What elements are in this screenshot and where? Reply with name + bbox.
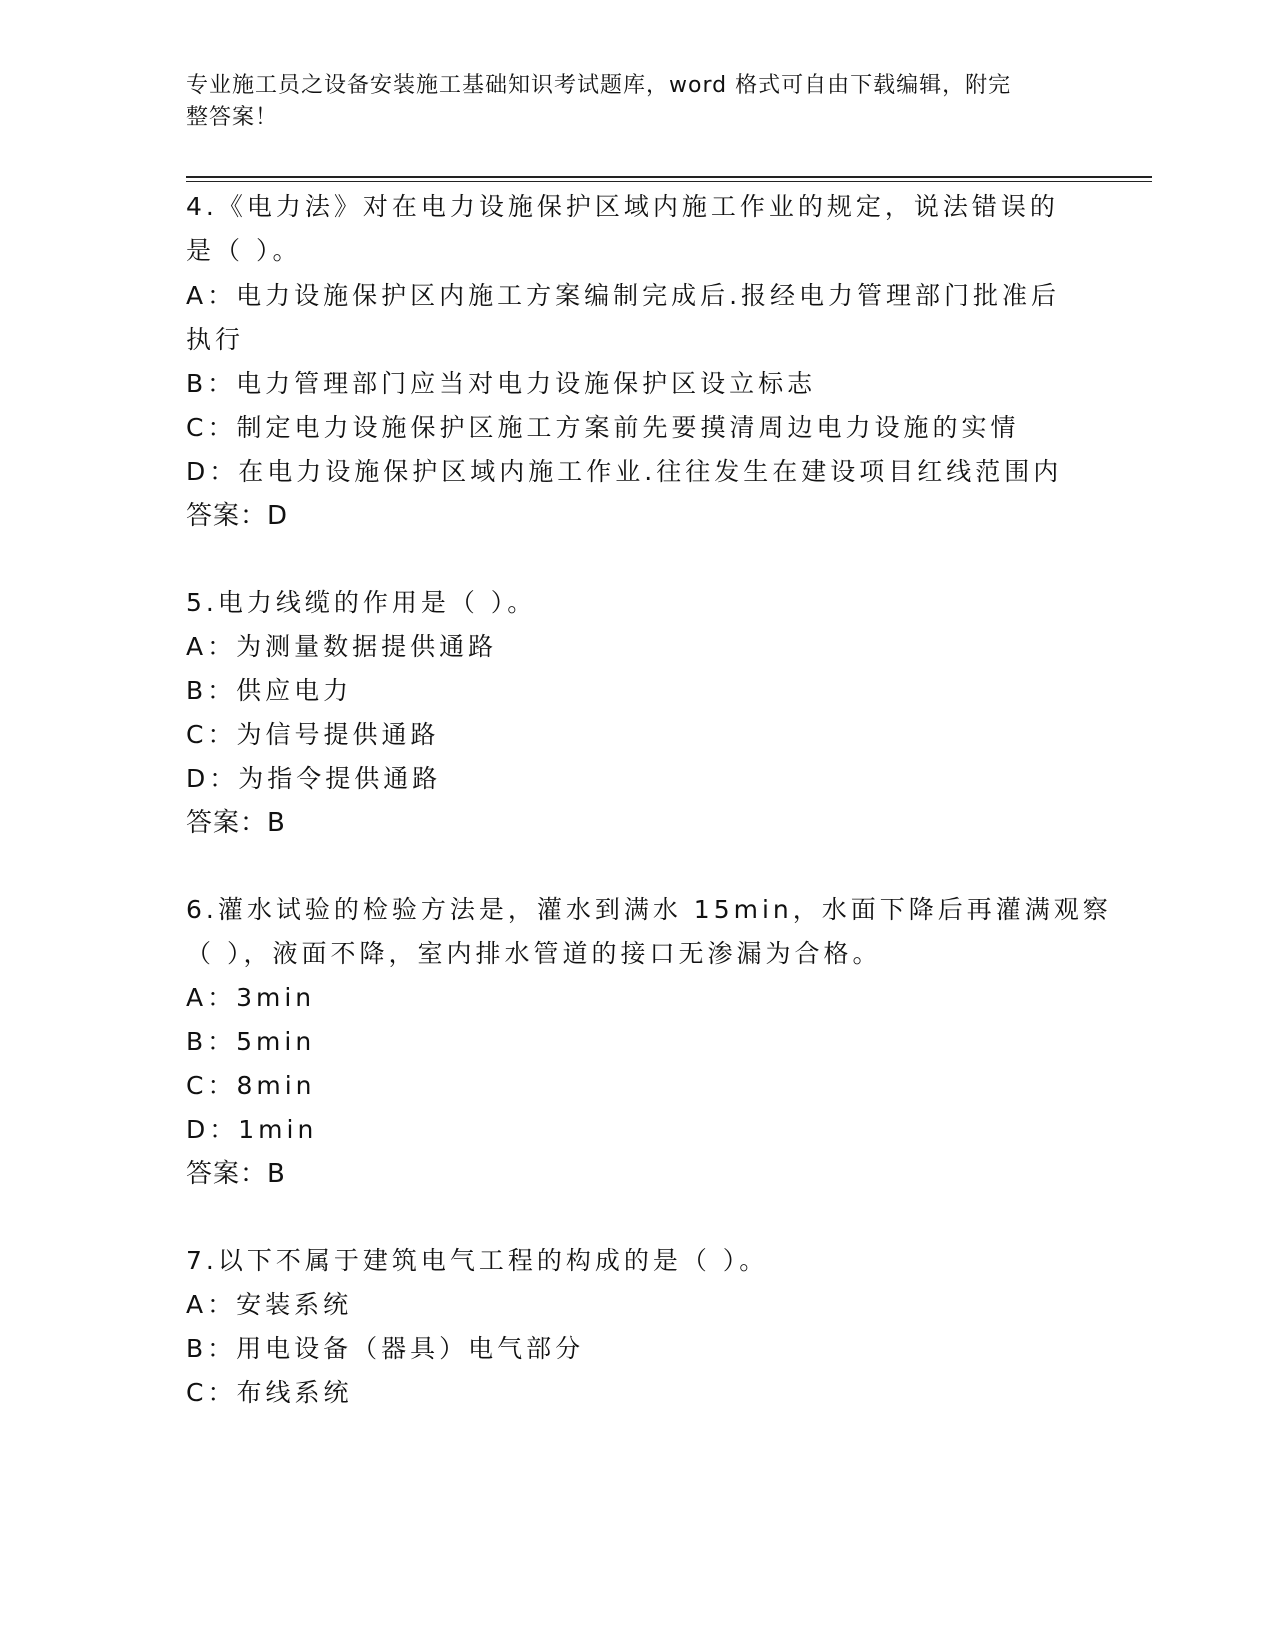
question-5-answer: 答案：B bbox=[186, 808, 286, 838]
question-7-option-a: A：安装系统 bbox=[186, 1290, 353, 1319]
header-divider-bottom bbox=[186, 181, 1152, 182]
question-7-option-c: C：布线系统 bbox=[186, 1378, 353, 1407]
document-header bbox=[186, 70, 1066, 134]
question-4-option-a-cont: 执行 bbox=[186, 325, 245, 354]
header-line-1: 专业施工员之设备安装施工基础知识考试题库，word 格式可自由下载编辑，附完 bbox=[186, 73, 1012, 98]
question-4-option-c: C：制定电力设施保护区施工方案前先要摸清周边电力设施的实情 bbox=[186, 413, 1020, 442]
question-7-option-b: B：用电设备（器具）电气部分 bbox=[186, 1334, 585, 1363]
question-6-option-b: B：5min bbox=[186, 1027, 316, 1056]
question-6-stem-line-2: （ ），液面不降，室内排水管道的接口无渗漏为合格。 bbox=[186, 939, 882, 968]
question-6-option-a: A：3min bbox=[186, 983, 316, 1012]
question-6-stem-line-1: 6.灌水试验的检验方法是，灌水到满水 15min，水面下降后再灌满观察 bbox=[186, 895, 1112, 924]
question-6-option-c: C：8min bbox=[186, 1071, 316, 1100]
question-4-option-a: A：电力设施保护区内施工方案编制完成后.报经电力管理部门批准后 bbox=[186, 281, 1061, 310]
question-5-option-c: C：为信号提供通路 bbox=[186, 720, 440, 749]
question-4-answer: 答案：D bbox=[186, 501, 289, 531]
question-4-stem-line-2: 是（ ）。 bbox=[186, 236, 302, 265]
question-7-stem: 7.以下不属于建筑电气工程的构成的是（ ）。 bbox=[186, 1246, 769, 1275]
question-4-option-b: B：电力管理部门应当对电力设施保护区设立标志 bbox=[186, 369, 817, 398]
question-6-option-d: D：1min bbox=[186, 1115, 318, 1144]
header-divider-top bbox=[186, 176, 1152, 178]
question-4-option-d: D：在电力设施保护区域内施工作业.往往发生在建设项目红线范围内 bbox=[186, 457, 1063, 486]
question-5-option-b: B：供应电力 bbox=[186, 676, 353, 705]
header-line-2: 整答案！ bbox=[186, 105, 279, 130]
question-5-option-d: D：为指令提供通路 bbox=[186, 764, 442, 793]
question-6-answer: 答案：B bbox=[186, 1159, 286, 1189]
question-4-stem-line-1: 4.《电力法》对在电力设施保护区域内施工作业的规定，说法错误的 bbox=[186, 192, 1059, 221]
question-5-stem: 5.电力线缆的作用是（ ）。 bbox=[186, 588, 537, 617]
question-5-option-a: A：为测量数据提供通路 bbox=[186, 632, 498, 661]
